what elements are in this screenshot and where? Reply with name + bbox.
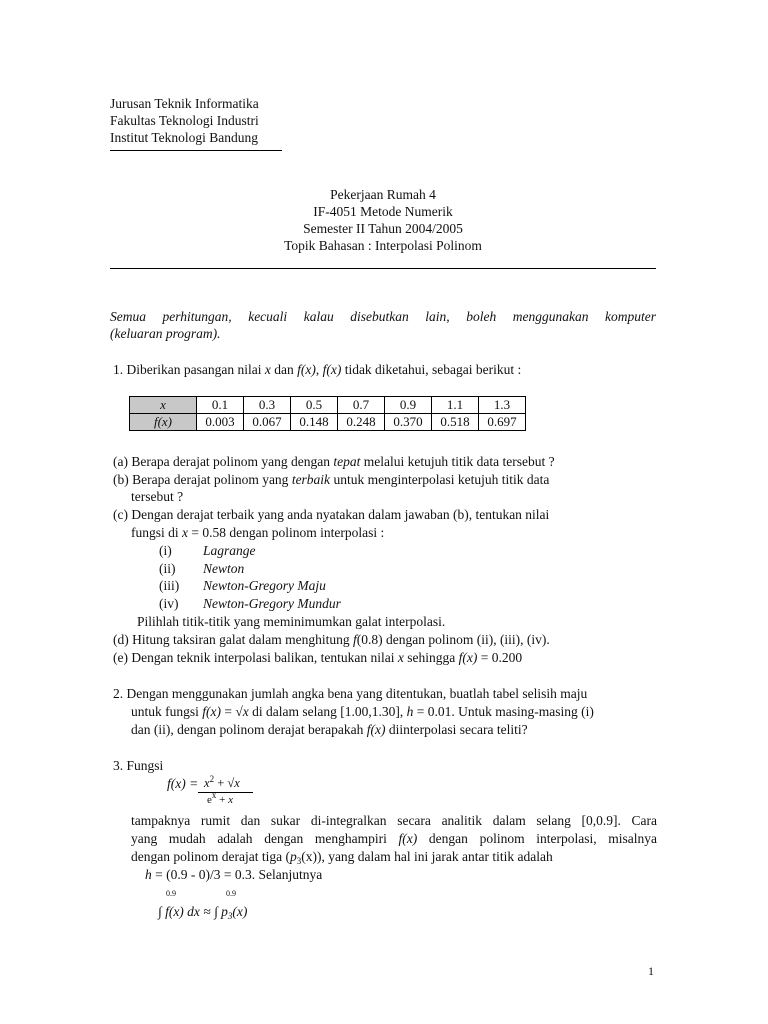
title-topic: Topik Bahasan : Interpolasi Polinom [284, 238, 482, 253]
q3-function-lhs: f(x) = [167, 776, 199, 791]
q1-instruction: Pilihlah titik-titik yang meminimumkan galat interpolasi. [137, 614, 446, 629]
q1-statement: 1. Diberikan pasangan nilai x dan f(x), f(x) tidak diketahui, sebagai berikut : [113, 362, 522, 377]
intro-paragraph: Semua perhitungan, kecuali kalau disebutkan lain, boleh menggunakan komputer [110, 309, 656, 324]
data-table [129, 396, 526, 431]
q3-step-h: h = (0.9 - 0)/3 = 0.3. Selanjutnya [145, 867, 323, 882]
table-cell: 0.5 [291, 397, 338, 414]
table-cell: 0.7 [338, 397, 385, 414]
q3-numerator: $x^2 + √x$ [204, 774, 240, 790]
intro-paragraph-end: (keluaran program). [110, 326, 221, 341]
table-cell: 0.248 [338, 414, 385, 431]
q1-part-e: (e) Dengan teknik interpolasi balikan, tentukan nilai x sehingga f(x) = 0.200 [113, 650, 523, 665]
header-institute: Institut Teknologi Bandung [110, 130, 259, 145]
table-row-fx [130, 414, 526, 431]
table-cell: 0.1 [197, 397, 244, 414]
q1-part-a: (a) Berapa derajat polinom yang dengan tepat melalui ketujuh titik data tersebut ? [113, 454, 555, 469]
table-cell: 0.697 [479, 414, 526, 431]
q2-line-2: untuk fungsi f(x) = √x di dalam selang [1.00,1.30], h = 0.01. Untuk masing-masing (i) [131, 704, 594, 719]
header-faculty: Fakultas Teknologi Industri [110, 113, 259, 128]
title-assignment: Pekerjaan Rumah 4 [330, 187, 436, 202]
table-row-x [130, 397, 526, 414]
table-cell: 1.1 [432, 397, 479, 414]
q1-part-c: (c) Dengan derajat terbaik yang anda nyatakan dalam jawaban (b), tentukan nilai [113, 507, 550, 522]
table-header-fx: f(x) [130, 414, 197, 431]
method-name: Newton-Gregory Maju [203, 578, 326, 593]
table-header-x: x [130, 397, 197, 414]
q2-line-3: dan (ii), dengan polinom derajat berapakah f(x) diinterpolasi secara teliti? [131, 722, 528, 737]
header-department: Jurusan Teknik Informatika [110, 96, 259, 111]
table-cell: 0.518 [432, 414, 479, 431]
page-number: 1 [648, 964, 654, 978]
table-cell: 1.3 [479, 397, 526, 414]
q2-line-1: 2. Dengan menggunakan jumlah angka bena yang ditentukan, buatlah tabel selisih maju [113, 686, 588, 701]
method-name: Newton [203, 561, 245, 576]
method-num: (ii) [159, 561, 176, 576]
q1-part-d: (d) Hitung taksiran galat dalam menghitung f(0.8) dengan polinom (ii), (iii), (iv). [113, 632, 550, 647]
q3-heading: 3. Fungsi [113, 758, 164, 773]
method-name: Lagrange [203, 543, 256, 558]
table-cell: 0.9 [385, 397, 432, 414]
q3-paragraph-line-2: yang mudah adalah dengan menghampiri f(x) dengan polinom interpolasi, misalnya [131, 831, 657, 846]
title-divider [110, 268, 656, 269]
table-cell: 0.370 [385, 414, 432, 431]
table-cell: 0.3 [244, 397, 291, 414]
title-semester: Semester II Tahun 2004/2005 [303, 221, 463, 236]
title-course: IF-4051 Metode Numerik [313, 204, 453, 219]
integral-approximation: ∫ f(x) dx ≈ ∫ $p_3(x)$ [158, 904, 248, 921]
method-name: Newton-Gregory Mundur [203, 596, 341, 611]
q1-part-c-cont: fungsi di x = 0.58 dengan polinom interpolasi : [131, 525, 385, 540]
q3-paragraph-line-3: dengan polinom derajat tiga $(p_3(x))$, yang dalam hal ini jarak antar titik adalah [131, 849, 553, 866]
q1-part-b: (b) Berapa derajat polinom yang terbaik untuk menginterpolasi ketujuh titik data [113, 472, 550, 487]
integral-upper-limit: 0.9 [226, 889, 236, 898]
integral-upper-limit: 0.9 [166, 889, 176, 898]
table-cell: 0.067 [244, 414, 291, 431]
method-num: (i) [159, 543, 172, 558]
table-cell: 0.003 [197, 414, 244, 431]
q3-paragraph-line-1: tampaknya rumit dan sukar di-integralkan secara analitik dalam selang [0,0.9]. Cara [131, 813, 657, 828]
q1-part-b-cont: tersebut ? [131, 489, 184, 504]
method-num: (iii) [159, 578, 180, 593]
method-num: (iv) [159, 596, 179, 611]
header-underline [110, 150, 282, 151]
q3-denominator: $e^x + x$ [207, 790, 233, 806]
table-cell: 0.148 [291, 414, 338, 431]
